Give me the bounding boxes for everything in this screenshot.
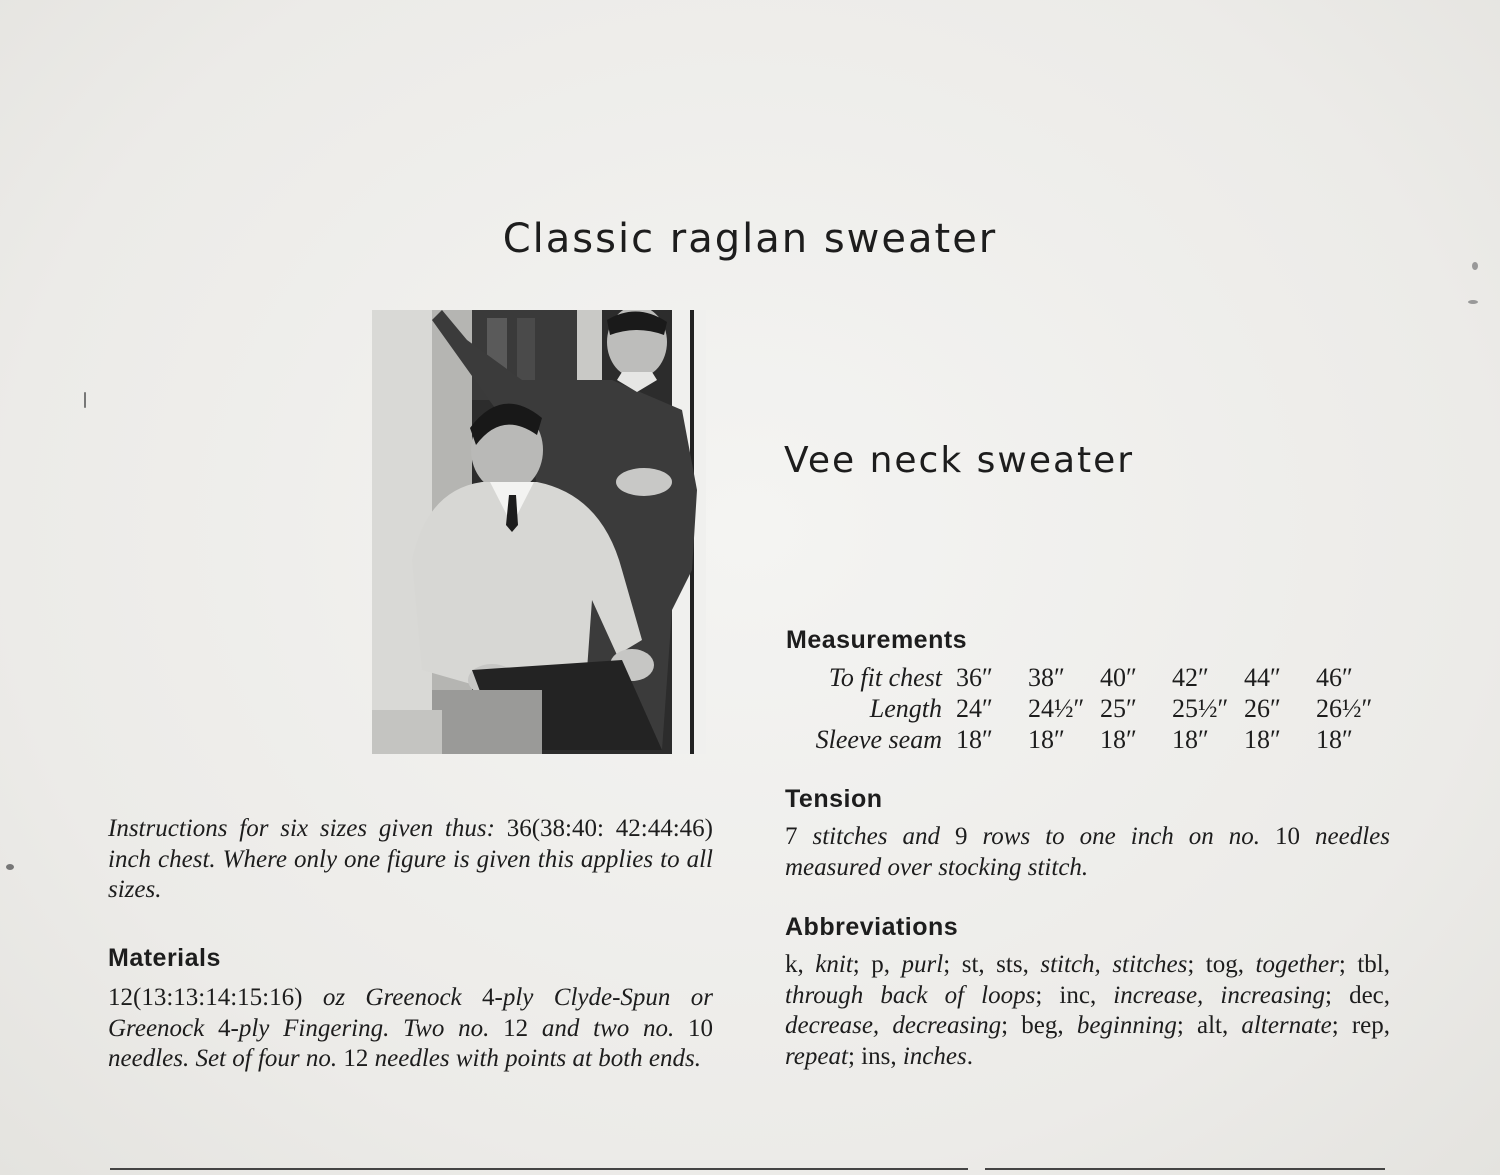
abbreviation-meaning: inches [902, 1042, 967, 1070]
tension-heading: Tension [785, 785, 883, 813]
abbreviation-term: beg [1021, 1012, 1058, 1039]
abbreviation-term: rep [1351, 1012, 1384, 1039]
paper-speck [6, 864, 14, 870]
intro-paragraph: Instructions for six sizes given thus: 36(38:40: 42:44:46) inch chest. Where only one figure is given this applies to all sizes. [108, 815, 713, 903]
cell-value: 26″ [1244, 694, 1281, 723]
row-label: Length [869, 694, 942, 723]
row-label: To fit chest [828, 663, 942, 692]
abbreviation-meaning: knit [815, 951, 853, 978]
abbreviation-term: p [871, 951, 884, 978]
abbreviations-heading: Abbreviations [785, 913, 959, 941]
section-subtitle: Vee neck sweater [784, 440, 1135, 481]
bottom-rule-left [110, 1168, 968, 1170]
measurements-table [784, 662, 1388, 755]
abbreviation-meaning: stitch, stitches [1040, 951, 1188, 978]
page-title: Classic raglan sweater [502, 216, 998, 262]
abbreviation-meaning: increase, increasing [1113, 981, 1326, 1009]
materials-heading: Materials [108, 944, 221, 972]
abbreviation-meaning: decrease, decreasing [785, 1012, 1002, 1039]
abbreviation-term: k [785, 951, 798, 978]
abbreviation-meaning: purl [901, 951, 944, 978]
cell-value: 18″ [1100, 725, 1137, 754]
measurements-row-sleeve [784, 724, 1388, 755]
cell-value: 24″ [956, 694, 993, 723]
cell-value: 24½″ [1028, 694, 1085, 723]
cell-value: 25″ [1100, 694, 1137, 723]
cell-value: 25½″ [1172, 694, 1229, 723]
abbreviation-meaning: repeat [785, 1042, 848, 1070]
paper-speck [1468, 300, 1478, 304]
abbreviation-term: inc [1059, 981, 1090, 1009]
cell-value: 18″ [956, 725, 993, 754]
abbreviation-meaning: together [1255, 951, 1339, 978]
measurements-heading: Measurements [786, 626, 968, 654]
paper-speck [84, 392, 86, 408]
cell-value: 40″ [1100, 663, 1137, 692]
paper-speck [1472, 262, 1478, 270]
abbreviation-term: dec [1349, 981, 1384, 1009]
cell-value: 18″ [1172, 725, 1209, 754]
abbreviation-meaning: through back of loops [785, 981, 1036, 1009]
cell-value: 44″ [1244, 663, 1281, 692]
abbreviation-term: tbl [1357, 951, 1384, 978]
abbreviation-term: alt [1196, 1012, 1222, 1039]
abbreviation-meaning: beginning [1076, 1012, 1177, 1039]
cell-value: 42″ [1172, 663, 1209, 692]
materials-paragraph: 12(13:13:14:15:16) oz Greenock 4-ply Clyde-Spun or Greenock 4-ply Fingering. Two no. 12 and two no. 10 needles. Set of four no. 12 needles with points at both ends. [108, 984, 714, 1072]
cell-value: 18″ [1028, 725, 1065, 754]
cell-value: 46″ [1316, 663, 1353, 692]
abbreviation-term: st, sts [961, 951, 1023, 978]
bottom-rule-right [985, 1168, 1385, 1170]
cell-value: 36″ [956, 663, 993, 692]
cell-value: 18″ [1244, 725, 1281, 754]
tension-paragraph: 7 stitches and 9 rows to one inch on no. 10 needles measured over stocking stitch. [785, 823, 1391, 881]
photo-two-men-sweaters [372, 310, 706, 754]
measurements-row-chest [784, 662, 1388, 693]
abbreviation-term: ins [861, 1042, 891, 1070]
abbreviation-meaning: alternate [1241, 1012, 1332, 1039]
row-label: Sleeve seam [815, 725, 942, 754]
abbreviation-term: tog [1205, 951, 1238, 978]
cell-value: 18″ [1316, 725, 1353, 754]
abbreviations-paragraph: k, knit; p, purl; st, sts, stitch, stitches; tog, together; tbl, through back of loops; inc, increase, increasing; dec, decrease, decreasing; beg, beginning; alt, alternate; rep, repeat; ins, inches. [785, 951, 1391, 1070]
measurements-row-length [784, 693, 1388, 724]
cell-value: 26½″ [1316, 694, 1373, 723]
cell-value: 38″ [1028, 663, 1065, 692]
